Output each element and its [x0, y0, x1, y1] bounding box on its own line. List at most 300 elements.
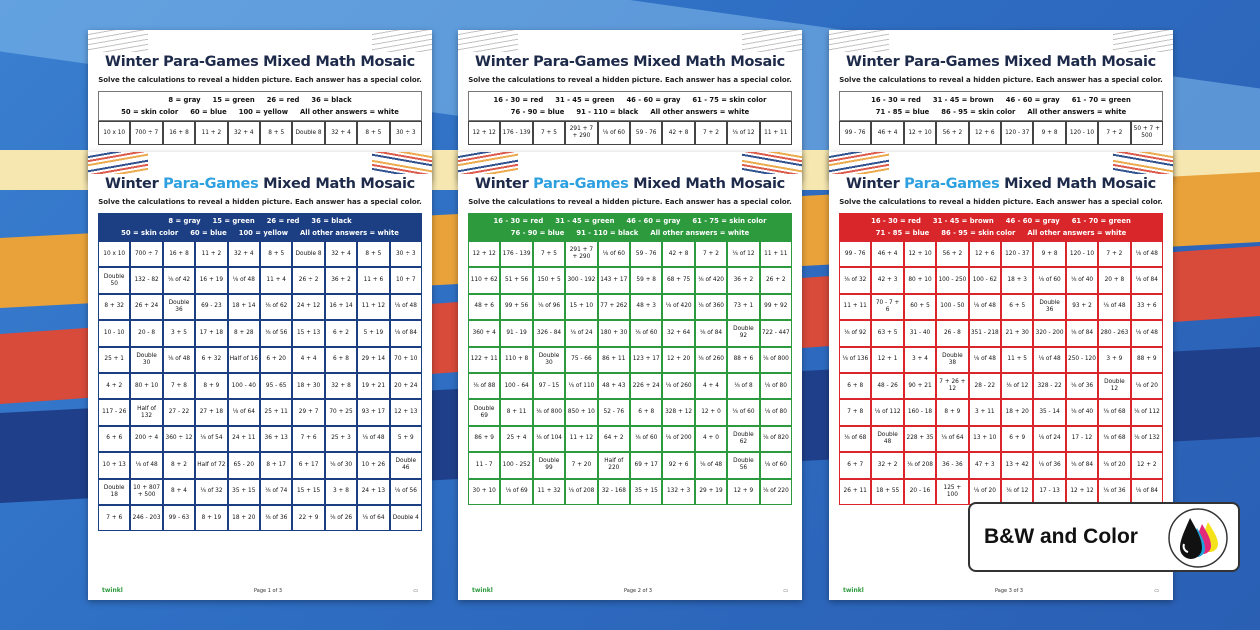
mosaic-cell: 93 + 17: [357, 399, 389, 425]
mosaic-cell: 46 + 4: [871, 241, 903, 267]
color-legend: [98, 213, 422, 241]
mosaic-cell: 3 + 4: [904, 347, 936, 373]
legend-entry: 91 - 110 = black: [576, 108, 639, 116]
mosaic-cell: 132 + 3: [662, 479, 694, 505]
legend: [98, 91, 422, 121]
mosaic-cell: 16 + 8: [163, 121, 195, 145]
mosaic-cell: 8 + 5: [357, 121, 389, 145]
mosaic-cell: 13 + 42: [1001, 452, 1033, 478]
mosaic-cell: 8 + 11: [500, 399, 532, 425]
mosaic-cell: 3 + 8: [325, 479, 357, 505]
mosaic-grid: [98, 241, 422, 531]
color-sheet-1: [88, 152, 432, 600]
legend-entry: 16 - 30 = red: [871, 96, 921, 104]
mosaic-cell: 7 + 20: [565, 452, 597, 478]
twinkl-logo: twinkl: [843, 587, 864, 594]
mosaic-cell: ⅛ of 48: [357, 426, 389, 452]
legend-entry: All other answers = white: [299, 108, 399, 116]
mosaic-cell: 12 + 20: [662, 347, 694, 373]
mosaic-cell: ⅛ of 56: [260, 320, 292, 346]
mosaic-cell: 117 - 26: [98, 399, 130, 425]
footer-mark-icon: ▭: [1154, 587, 1159, 594]
mosaic-cell: 20 - 16: [904, 479, 936, 505]
mosaic-cell: 360 ÷ 12: [163, 426, 195, 452]
mosaic-cell: ⅛ of 26: [325, 505, 357, 531]
mosaic-cell: ⅛ of 32: [839, 267, 871, 293]
legend-entry: 36 = black: [311, 96, 352, 104]
mosaic-cell: ⅛ of 64: [357, 505, 389, 531]
mosaic-cell: 28 - 22: [969, 373, 1001, 399]
mosaic-cell: ⅛ of 12: [727, 121, 759, 145]
mosaic-cell: 56 + 2: [936, 241, 968, 267]
mosaic-cell: 10 - 10: [98, 320, 130, 346]
legend-entry: 26 = red: [266, 96, 300, 104]
mosaic-grid: [468, 241, 792, 505]
mosaic-cell: 12 + 10: [904, 121, 936, 145]
mosaic-cell: 59 - 76: [630, 241, 662, 267]
mosaic-cell: 73 + 1: [727, 294, 759, 320]
mosaic-cell: ⅛ of 60: [727, 399, 759, 425]
mosaic-cell: 160 - 18: [904, 399, 936, 425]
mosaic-cell: 291 + 7 + 290: [565, 121, 597, 145]
mosaic-cell: 12 + 0: [695, 399, 727, 425]
mosaic-cell: 50 + 7 + 500: [1131, 121, 1163, 145]
mosaic-cell: ⅛ of 92: [839, 320, 871, 346]
mosaic-cell: 291 + 7 + 290: [565, 241, 597, 267]
legend-entry: 8 = gray: [168, 217, 201, 225]
mosaic-cell: 26 + 24: [130, 294, 162, 320]
mosaic-cell: ⅛ of 48: [130, 452, 162, 478]
mosaic-cell: 4 + 4: [695, 373, 727, 399]
mosaic-cell: 8 + 2: [163, 452, 195, 478]
mosaic-cell: Half of 16: [228, 347, 260, 373]
mosaic-cell: Double 69: [468, 399, 500, 425]
mosaic-cell: ⅛ of 360: [695, 294, 727, 320]
mosaic-cell: 7 + 2: [1098, 121, 1130, 145]
mosaic-cell: 6 + 9: [1001, 426, 1033, 452]
legend-entry: 15 = green: [212, 96, 255, 104]
mosaic-cell: 8 + 5: [357, 241, 389, 267]
mosaic-cell: 32 + 4: [325, 121, 357, 145]
mosaic-cell: ⅛ of 112: [1131, 399, 1163, 425]
mosaic-cell: 11 + 12: [357, 294, 389, 320]
mosaic-cell: 250 - 120: [1066, 347, 1098, 373]
mosaic-cell: ⅛ of 820: [760, 426, 792, 452]
mosaic-cell: ⅛ of 48: [1033, 347, 1065, 373]
mosaic-cell: ⅛ of 20: [969, 479, 1001, 505]
mosaic-cell: 246 - 203: [130, 505, 162, 531]
mosaic-cell: 63 + 5: [871, 320, 903, 346]
mosaic-cell: Half of 132: [130, 399, 162, 425]
mosaic-cell: 12 + 1: [871, 347, 903, 373]
mosaic-cell: 8 + 32: [98, 294, 130, 320]
mosaic-cell: Double 46: [390, 452, 422, 478]
page-number: Page 3 of 3: [995, 587, 1024, 594]
mosaic-cell: 48 + 3: [630, 294, 662, 320]
mosaic-cell: 42 + 3: [871, 267, 903, 293]
mosaic-cell: 7 + 8: [163, 373, 195, 399]
sheet-title: Winter Para-Games Mixed Math Mosaic: [846, 54, 1156, 70]
mosaic-cell: 68 + 75: [662, 267, 694, 293]
mosaic-cell: 12 + 12: [468, 241, 500, 267]
mosaic-cell: 75 - 66: [565, 347, 597, 373]
mosaic-cell: Double 99: [533, 452, 565, 478]
mosaic-cell: ⅛ of 48: [390, 294, 422, 320]
mosaic-cell: ⅛ of 60: [760, 452, 792, 478]
page-number: Page 2 of 3: [624, 587, 653, 594]
mosaic-cell: 32 + 4: [325, 241, 357, 267]
mosaic-cell: 26 ÷ 2: [292, 267, 324, 293]
mosaic-cell: 11 + 11: [839, 294, 871, 320]
mosaic-cell: 30 ÷ 3: [390, 121, 422, 145]
mosaic-cell: 176 - 139: [500, 121, 532, 145]
legend-entry: 16 - 30 = red: [871, 217, 921, 225]
mosaic-cell: 100 - 64: [500, 373, 532, 399]
bw-grid: [839, 121, 1163, 145]
mosaic-cell: 15 + 15: [292, 479, 324, 505]
mosaic-cell: ⅛ of 20: [1131, 373, 1163, 399]
mosaic-cell: 12 + 6: [969, 121, 1001, 145]
mosaic-cell: 30 + 10: [468, 479, 500, 505]
mosaic-cell: ⅛ of 84: [1131, 267, 1163, 293]
mosaic-cell: 226 + 24: [630, 373, 662, 399]
mosaic-cell: ⅛ of 80: [760, 373, 792, 399]
mosaic-cell: ⅛ of 20: [1098, 452, 1130, 478]
mosaic-cell: 32 + 4: [228, 241, 260, 267]
mosaic-cell: 18 + 14: [228, 294, 260, 320]
mosaic-cell: 16 + 19: [195, 267, 227, 293]
legend-entry: All other answers = white: [1027, 229, 1127, 237]
mosaic-cell: ⅛ of 64: [228, 399, 260, 425]
mosaic-cell: 36 + 13: [260, 426, 292, 452]
legend-entry: 60 = blue: [190, 108, 227, 116]
mosaic-cell: 16 + 8: [163, 241, 195, 267]
mosaic-cell: 320 - 200: [1033, 320, 1065, 346]
mosaic-cell: 132 - 82: [130, 267, 162, 293]
mosaic-cell: 10 + 26: [357, 452, 389, 478]
mosaic-cell: ⅛ of 220: [760, 479, 792, 505]
mosaic-cell: 99 - 63: [163, 505, 195, 531]
legend-entry: 31 - 45 = green: [555, 96, 615, 104]
mosaic-cell: 6 + 32: [195, 347, 227, 373]
mosaic-cell: 10 + 7: [390, 267, 422, 293]
mosaic-cell: 143 + 17: [598, 267, 630, 293]
mosaic-cell: 15 + 13: [292, 320, 324, 346]
mosaic-cell: 47 + 3: [969, 452, 1001, 478]
mosaic-cell: 59 - 76: [630, 121, 662, 145]
mosaic-cell: 9 + 8: [1033, 241, 1065, 267]
mosaic-cell: 850 + 10: [565, 399, 597, 425]
mosaic-cell: 300 - 192: [565, 267, 597, 293]
mosaic-cell: ⅛ of 88: [468, 373, 500, 399]
mosaic-cell: 8 + 28: [228, 320, 260, 346]
mosaic-cell: 120 - 37: [1001, 241, 1033, 267]
legend-entry: 26 = red: [266, 217, 300, 225]
mosaic-cell: 5 + 9: [390, 426, 422, 452]
mosaic-cell: 46 + 4: [871, 121, 903, 145]
mosaic-cell: 32 + 2: [871, 452, 903, 478]
mosaic-cell: 7 + 5: [533, 241, 565, 267]
mosaic-cell: 10 + 807 + 500: [130, 479, 162, 505]
color-legend: [468, 213, 792, 241]
mosaic-cell: Double 4: [390, 505, 422, 531]
mosaic-cell: 11 + 11: [760, 121, 792, 145]
mosaic-cell: 65 - 20: [228, 452, 260, 478]
mosaic-cell: 93 + 2: [1066, 294, 1098, 320]
mosaic-cell: 18 + 20: [228, 505, 260, 531]
mosaic-cell: 69 - 23: [195, 294, 227, 320]
mosaic-cell: Double 30: [130, 347, 162, 373]
mosaic-cell: 99 - 76: [839, 121, 871, 145]
mosaic-cell: ⅛ of 48: [969, 347, 1001, 373]
mosaic-cell: ⅛ of 84: [390, 320, 422, 346]
mosaic-cell: 24 + 11: [228, 426, 260, 452]
legend-entry: 76 - 90 = blue: [510, 229, 565, 237]
mosaic-cell: 32 - 168: [598, 479, 630, 505]
mosaic-cell: 24 + 12: [292, 294, 324, 320]
mosaic-cell: ⅛ of 260: [695, 347, 727, 373]
mosaic-cell: 328 + 12: [662, 399, 694, 425]
sheet-subtitle: Solve the calculations to reveal a hidden picture. Each answer has a special color.: [839, 198, 1163, 206]
mosaic-cell: 7 + 2: [695, 121, 727, 145]
mosaic-cell: ⅛ of 84: [695, 320, 727, 346]
mosaic-cell: 12 + 9: [727, 479, 759, 505]
legend-entry: 61 - 70 = green: [1071, 96, 1131, 104]
mosaic-cell: ⅛ of 48: [163, 347, 195, 373]
mosaic-cell: 10 + 13: [98, 452, 130, 478]
mosaic-cell: 8 + 9: [195, 373, 227, 399]
mosaic-cell: ⅛ of 69: [500, 479, 532, 505]
mosaic-cell: ⅛ of 32: [195, 479, 227, 505]
mosaic-cell: 17 + 18: [195, 320, 227, 346]
mosaic-cell: 12 + 12: [468, 121, 500, 145]
mosaic-cell: ⅛ of 112: [871, 399, 903, 425]
mosaic-cell: ⅛ of 48: [969, 294, 1001, 320]
legend-entry: 8 = gray: [168, 96, 201, 104]
mosaic-cell: 32 + 8: [325, 373, 357, 399]
mosaic-cell: 360 + 4: [468, 320, 500, 346]
mosaic-cell: 11 + 11: [760, 241, 792, 267]
sheet-title: Winter Para-Games Mixed Math Mosaic: [475, 176, 785, 192]
mosaic-cell: 9 + 8: [1033, 121, 1065, 145]
mosaic-cell: Double 50: [98, 267, 130, 293]
mosaic-cell: 16 + 14: [325, 294, 357, 320]
mosaic-cell: ⅛ of 68: [1098, 426, 1130, 452]
mosaic-cell: 4 + 2: [98, 373, 130, 399]
mosaic-cell: 120 - 37: [1001, 121, 1033, 145]
mosaic-cell: 18 + 20: [1001, 399, 1033, 425]
mosaic-cell: ⅛ of 420: [695, 267, 727, 293]
mosaic-cell: ⅛ of 208: [904, 452, 936, 478]
mosaic-cell: 228 + 35: [904, 426, 936, 452]
mosaic-cell: 27 - 22: [163, 399, 195, 425]
mosaic-cell: Double 62: [727, 426, 759, 452]
mosaic-cell: 722 - 447: [760, 320, 792, 346]
mosaic-cell: 24 + 13: [357, 479, 389, 505]
mosaic-cell: 110 + 62: [468, 267, 500, 293]
mosaic-cell: ⅛ of 42: [163, 267, 195, 293]
mosaic-cell: 52 - 76: [598, 399, 630, 425]
mosaic-cell: 19 + 21: [357, 373, 389, 399]
mosaic-cell: 18 + 30: [292, 373, 324, 399]
mosaic-cell: 77 + 262: [598, 294, 630, 320]
sheet-subtitle: Solve the calculations to reveal a hidden picture. Each answer has a special color.: [839, 76, 1163, 84]
mosaic-cell: ⅛ of 60: [598, 241, 630, 267]
mosaic-cell: 280 - 263: [1098, 320, 1130, 346]
mosaic-cell: 80 + 10: [130, 373, 162, 399]
mosaic-cell: ⅛ of 68: [1098, 399, 1130, 425]
mosaic-cell: 110 + 8: [500, 347, 532, 373]
mosaic-cell: 92 + 6: [662, 452, 694, 478]
mosaic-cell: 90 + 21: [904, 373, 936, 399]
sheet-subtitle: Solve the calculations to reveal a hidden picture. Each answer has a special color.: [468, 76, 792, 84]
mosaic-cell: 11 + 32: [533, 479, 565, 505]
mosaic-cell: 200 ÷ 4: [130, 426, 162, 452]
mosaic-cell: 36 + 2: [325, 267, 357, 293]
page-number: Page 1 of 3: [254, 587, 283, 594]
mosaic-cell: 42 + 8: [662, 241, 694, 267]
mosaic-cell: Half of 220: [598, 452, 630, 478]
mosaic-cell: 3 + 11: [969, 399, 1001, 425]
mosaic-cell: 12 + 6: [969, 241, 1001, 267]
mosaic-cell: 6 + 7: [839, 452, 871, 478]
mosaic-cell: ⅛ of 60: [1033, 267, 1065, 293]
mosaic-cell: 8 + 4: [163, 479, 195, 505]
mosaic-cell: 8 + 9: [936, 399, 968, 425]
mosaic-cell: 25 + 11: [260, 399, 292, 425]
mosaic-cell: 8 + 19: [195, 505, 227, 531]
legend-entry: 76 - 90 = blue: [510, 108, 565, 116]
legend-entry: All other answers = white: [299, 229, 399, 237]
mosaic-cell: 120 - 10: [1066, 241, 1098, 267]
mosaic-cell: 48 - 26: [871, 373, 903, 399]
mosaic-cell: 95 - 65: [260, 373, 292, 399]
mosaic-cell: 12 + 12: [1066, 479, 1098, 505]
legend: [839, 91, 1163, 121]
mosaic-cell: 80 + 10: [904, 267, 936, 293]
footer-mark-icon: ▭: [783, 587, 788, 594]
mosaic-cell: 11 + 2: [195, 121, 227, 145]
legend-entry: 46 - 60 = gray: [626, 217, 681, 225]
mosaic-cell: Double 36: [163, 294, 195, 320]
mosaic-cell: 6 + 2: [325, 320, 357, 346]
mosaic-cell: 88 + 9: [1131, 347, 1163, 373]
mosaic-cell: 5 + 19: [357, 320, 389, 346]
mosaic-cell: ⅛ of 62: [260, 294, 292, 320]
mosaic-cell: 25 + 4: [500, 426, 532, 452]
mosaic-cell: 18 + 55: [871, 479, 903, 505]
mosaic-cell: 30 ÷ 3: [390, 241, 422, 267]
mosaic-cell: 100 - 250: [936, 267, 968, 293]
legend-entry: 100 = yellow: [238, 229, 288, 237]
legend-entry: 31 - 45 = brown: [932, 96, 994, 104]
mosaic-cell: 11 - 7: [468, 452, 500, 478]
mosaic-cell: ⅛ of 48: [695, 452, 727, 478]
mosaic-cell: 4 + 4: [292, 347, 324, 373]
mosaic-cell: ⅛ of 48: [1131, 320, 1163, 346]
mosaic-cell: ⅛ of 800: [533, 399, 565, 425]
mosaic-cell: 7 + 2: [1098, 241, 1130, 267]
twinkl-logo: twinkl: [102, 587, 123, 594]
ink-drops-icon: [1168, 508, 1228, 568]
mosaic-cell: 21 + 30: [1001, 320, 1033, 346]
sheet-title: Winter Para-Games Mixed Math Mosaic: [105, 54, 415, 70]
mosaic-cell: 86 + 11: [598, 347, 630, 373]
legend-entry: 46 - 60 = gray: [1005, 217, 1060, 225]
badge-label: B&W and Color: [984, 525, 1138, 548]
legend-entry: 60 = blue: [190, 229, 227, 237]
mosaic-cell: 6 + 8: [630, 399, 662, 425]
bw-grid: [468, 121, 792, 145]
mosaic-cell: ⅛ of 40: [1066, 399, 1098, 425]
mosaic-cell: 31 - 40: [904, 320, 936, 346]
mosaic-cell: ⅛ of 24: [565, 320, 597, 346]
mosaic-cell: 4 + 0: [695, 426, 727, 452]
mosaic-cell: 26 + 2: [760, 267, 792, 293]
mosaic-cell: ⅛ of 80: [760, 399, 792, 425]
legend-entry: All other answers = white: [650, 108, 750, 116]
mosaic-cell: Double 8: [292, 121, 324, 145]
mosaic-cell: 59 + 8: [630, 267, 662, 293]
mosaic-cell: 99 - 76: [839, 241, 871, 267]
mosaic-cell: Double 12: [1098, 373, 1130, 399]
legend-entry: 100 = yellow: [238, 108, 288, 116]
mosaic-cell: Double 36: [1033, 294, 1065, 320]
color-legend: [839, 213, 1163, 241]
mosaic-cell: ⅛ of 200: [662, 426, 694, 452]
mosaic-cell: 11 + 6: [357, 267, 389, 293]
mosaic-cell: ⅛ of 104: [533, 426, 565, 452]
mosaic-cell: 326 - 84: [533, 320, 565, 346]
mosaic-cell: 17 - 13: [1033, 479, 1065, 505]
mosaic-cell: 11 + 2: [195, 241, 227, 267]
mosaic-cell: ⅛ of 64: [936, 426, 968, 452]
mosaic-cell: ⅛ of 36: [1033, 452, 1065, 478]
mosaic-cell: 97 - 15: [533, 373, 565, 399]
mosaic-cell: 35 + 15: [228, 479, 260, 505]
legend-entry: 16 - 30 = red: [493, 96, 544, 104]
mosaic-cell: 100 - 252: [500, 452, 532, 478]
mosaic-cell: 11 + 5: [1001, 347, 1033, 373]
mosaic-cell: ⅛ of 24: [1033, 426, 1065, 452]
mosaic-cell: 35 - 14: [1033, 399, 1065, 425]
mosaic-cell: Double 56: [727, 452, 759, 478]
mosaic-cell: 7 + 2: [695, 241, 727, 267]
mosaic-cell: ⅛ of 260: [662, 373, 694, 399]
mosaic-cell: 351 - 218: [969, 320, 1001, 346]
mosaic-cell: 6 + 6: [98, 426, 130, 452]
mosaic-cell: 70 + 10: [390, 347, 422, 373]
mosaic-cell: 6 + 17: [292, 452, 324, 478]
mosaic-cell: 176 - 139: [500, 241, 532, 267]
mosaic-cell: 17 - 12: [1066, 426, 1098, 452]
mosaic-cell: 32 + 4: [228, 121, 260, 145]
mosaic-cell: 35 + 15: [630, 479, 662, 505]
legend-entry: 15 = green: [212, 217, 255, 225]
mosaic-cell: 7 + 26 + 12: [936, 373, 968, 399]
mosaic-cell: Double 48: [871, 426, 903, 452]
mosaic-cell: 36 - 36: [936, 452, 968, 478]
legend-entry: 31 - 45 = brown: [932, 217, 994, 225]
mosaic-cell: 180 + 30: [598, 320, 630, 346]
mosaic-cell: 26 + 11: [839, 479, 871, 505]
mosaic-cell: ⅛ of 84: [1131, 479, 1163, 505]
mosaic-cell: 33 + 6: [1131, 294, 1163, 320]
sheet-title: Winter Para-Games Mixed Math Mosaic: [105, 176, 415, 192]
mosaic-cell: 29 + 7: [292, 399, 324, 425]
legend-entry: 61 - 75 = skin color: [692, 96, 767, 104]
mosaic-cell: 25 + 1: [98, 347, 130, 373]
